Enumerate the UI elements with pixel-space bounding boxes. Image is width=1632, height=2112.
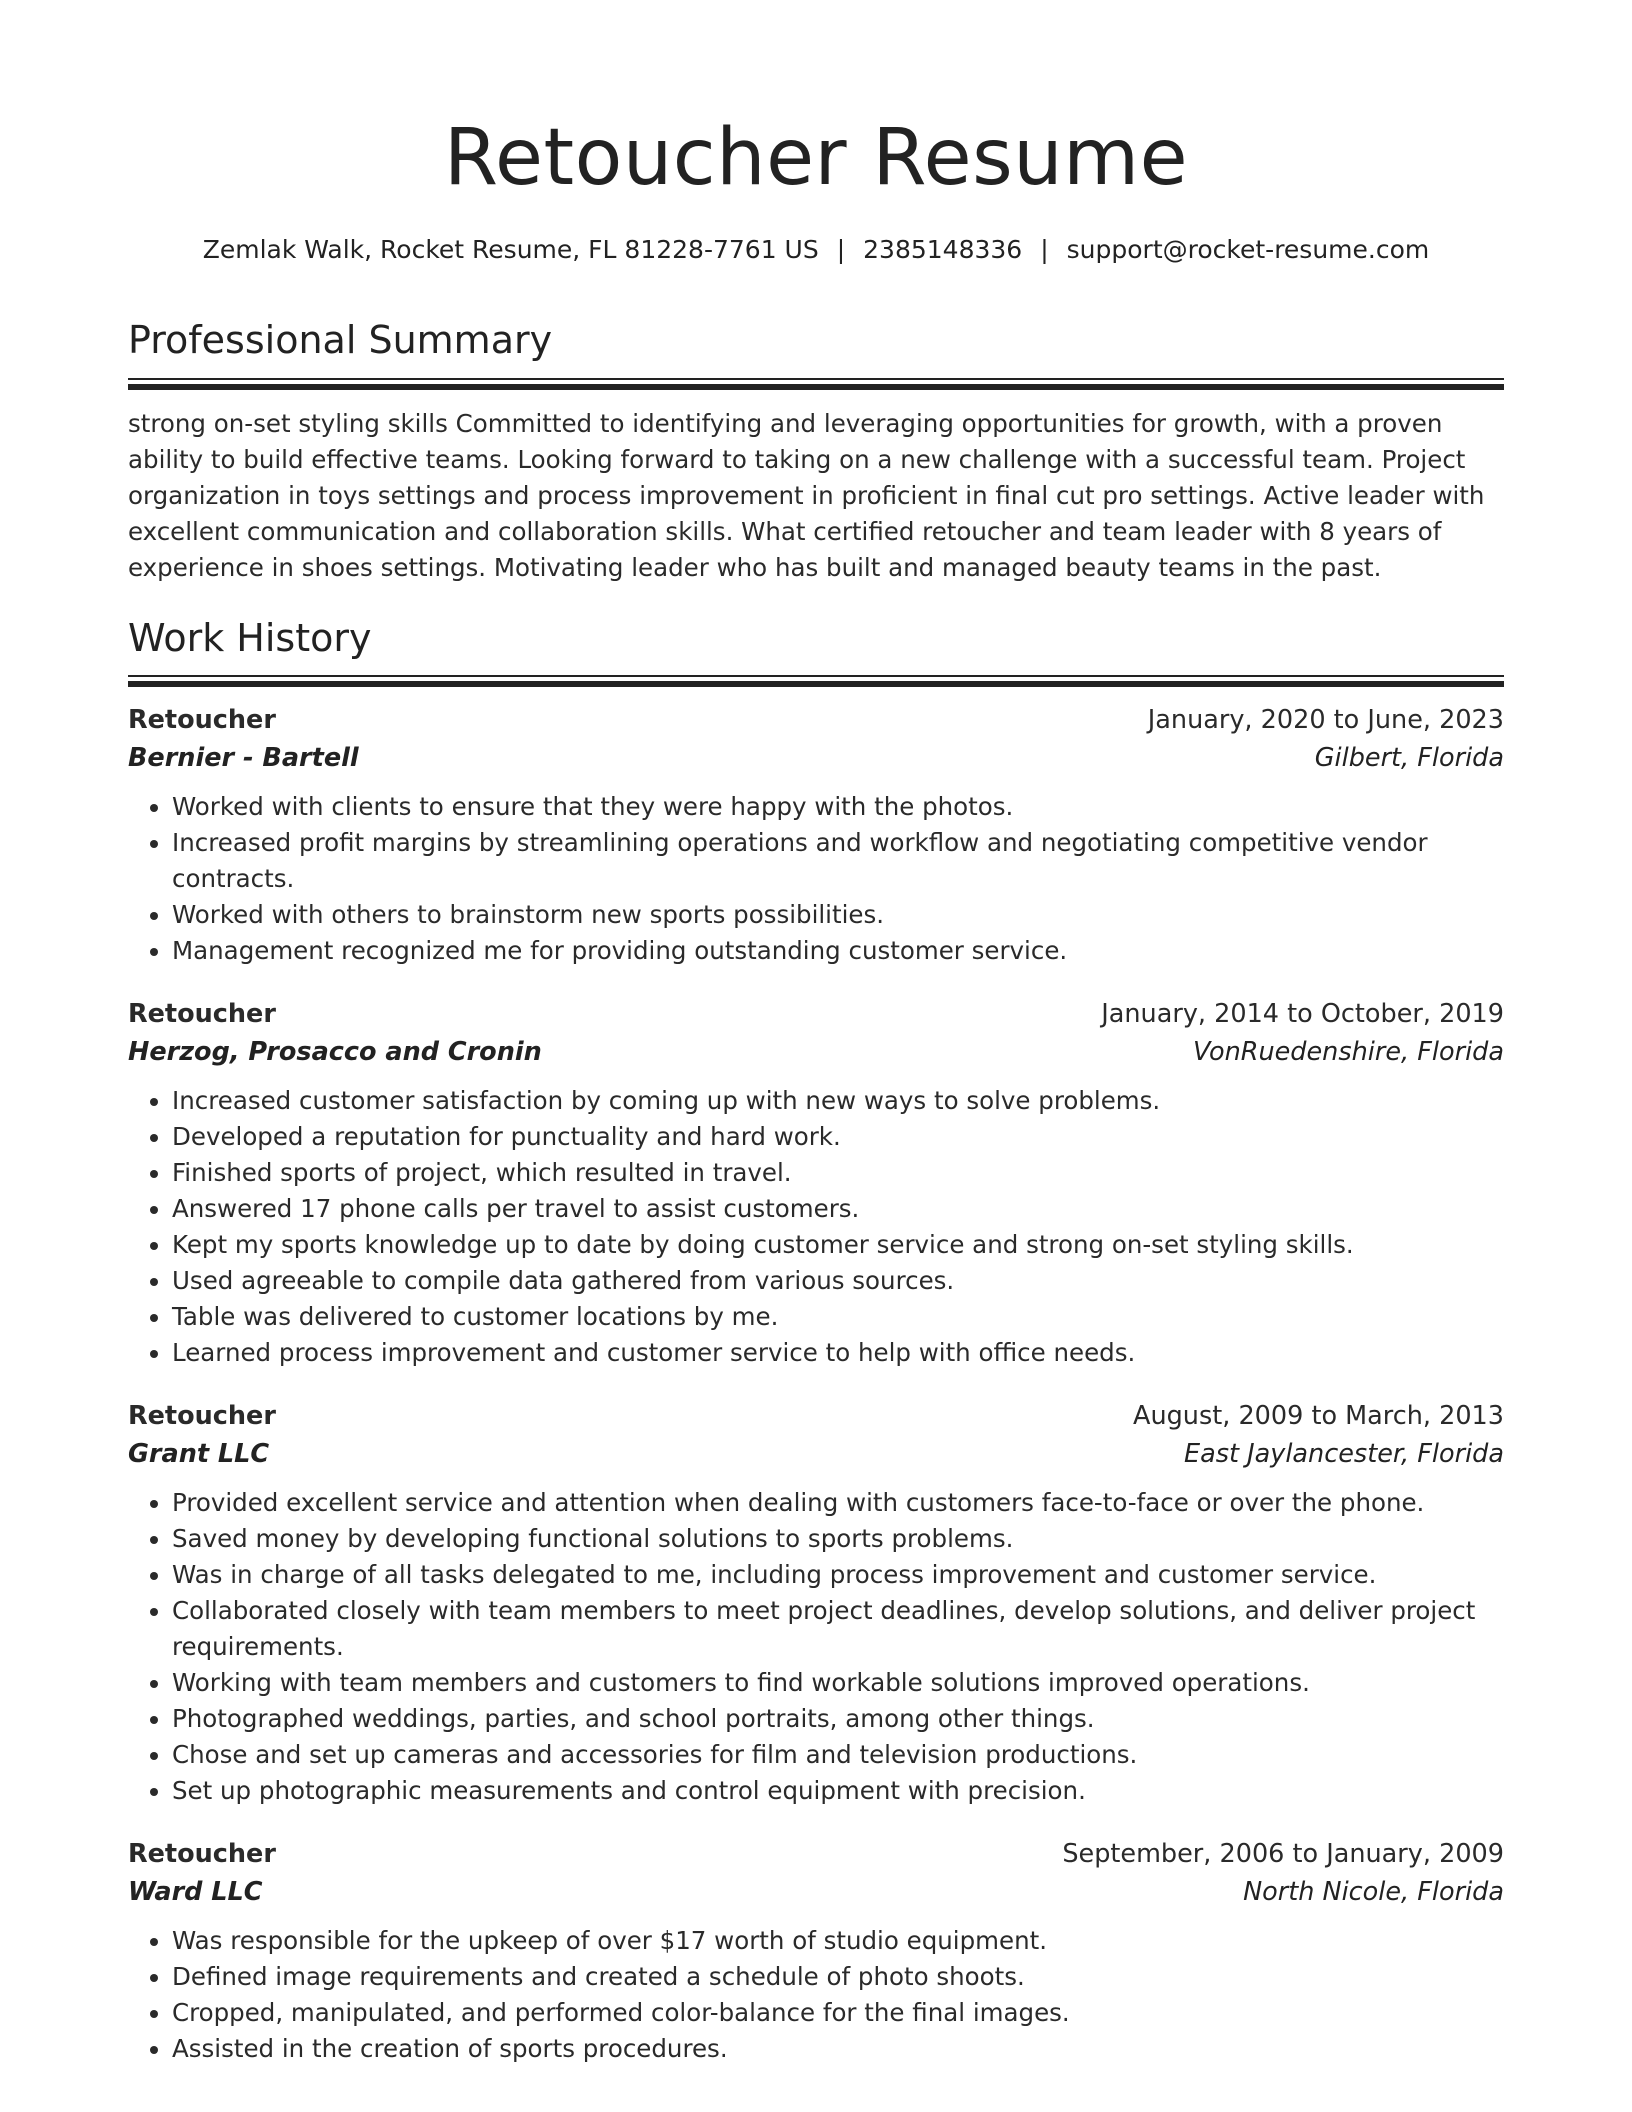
job-company-row — [128, 1435, 1504, 1473]
job-title: Retoucher — [128, 1839, 276, 1870]
job-dates: September, 2006 to January, 2009 — [1062, 1839, 1504, 1870]
section-divider — [128, 378, 1504, 390]
divider-thin-line — [128, 378, 1504, 380]
job-duty-item: • Worked with clients to ensure that they were happy with the photos. — [172, 789, 1504, 825]
job-duty-item: • Finished sports of project, which resulted in travel. — [172, 1155, 1504, 1191]
job-duty-item: • Working with team members and customers to find workable solutions improved operations. — [172, 1665, 1504, 1701]
job-title: Retoucher — [128, 705, 276, 736]
job-company-row — [128, 739, 1504, 777]
job-company-row — [128, 1873, 1504, 1911]
job-duties-list — [128, 789, 1504, 969]
job-title: Retoucher — [128, 1401, 276, 1432]
job-duty-item: • Table was delivered to customer locations by me. — [172, 1299, 1504, 1335]
summary-heading: Professional Summary — [128, 318, 553, 363]
job-duty-item: • Collaborated closely with team members to meet project deadlines, develop solutions, and deliver project requirements. — [172, 1593, 1504, 1665]
job-duty-item: • Increased profit margins by streamlining operations and workflow and negotiating competitive vendor contracts. — [172, 825, 1504, 897]
job-duty-item: • Assisted in the creation of sports procedures. — [172, 2031, 1504, 2067]
job-duty-item: • Worked with others to brainstorm new sports possibilities. — [172, 897, 1504, 933]
divider-thick-line — [128, 681, 1504, 687]
job-duty-item: • Cropped, manipulated, and performed color-balance for the final images. — [172, 1995, 1504, 2031]
job-duty-item: • Was responsible for the upkeep of over $17 worth of studio equipment. — [172, 1923, 1504, 1959]
job-dates: January, 2014 to October, 2019 — [1101, 999, 1504, 1030]
job-title-row — [128, 995, 1504, 1033]
job-entry — [128, 995, 1504, 1371]
job-duties-list — [128, 1083, 1504, 1371]
divider-thin-line — [128, 675, 1504, 677]
job-duties-list — [128, 1485, 1504, 1809]
work-history-heading: Work History — [128, 615, 372, 660]
job-entry — [128, 1397, 1504, 1809]
job-duty-item: • Set up photographic measurements and control equipment with precision. — [172, 1773, 1504, 1809]
job-duty-item: • Photographed weddings, parties, and school portraits, among other things. — [172, 1701, 1504, 1737]
section-divider — [128, 675, 1504, 687]
job-duty-item: • Provided excellent service and attention when dealing with customers face-to-face or over the phone. — [172, 1485, 1504, 1521]
contact-phone: 2385148336 — [863, 234, 1023, 264]
job-company: Bernier - Bartell — [128, 743, 359, 774]
job-duty-item: • Used agreeable to compile data gathered from various sources. — [172, 1263, 1504, 1299]
contact-address: Zemlak Walk, Rocket Resume, FL 81228-7761 US — [202, 234, 819, 264]
job-duty-item: • Answered 17 phone calls per travel to assist customers. — [172, 1191, 1504, 1227]
job-title-row — [128, 1397, 1504, 1435]
job-duty-item: • Increased customer satisfaction by coming up with new ways to solve problems. — [172, 1083, 1504, 1119]
job-entry — [128, 701, 1504, 969]
job-duty-item: • Saved money by developing functional solutions to sports problems. — [172, 1521, 1504, 1557]
contact-separator: | — [836, 234, 846, 264]
job-location: East Jaylancester, Florida — [1183, 1439, 1504, 1470]
job-company-row — [128, 1033, 1504, 1071]
job-location: North Nicole, Florida — [1243, 1877, 1504, 1908]
job-duty-item: • Chose and set up cameras and accessories for film and television productions. — [172, 1737, 1504, 1773]
resume-title: Retoucher Resume — [443, 113, 1189, 203]
contact-line — [128, 234, 1504, 267]
job-dates: January, 2020 to June, 2023 — [1147, 705, 1504, 736]
job-title: Retoucher — [128, 999, 276, 1030]
contact-separator: | — [1040, 234, 1049, 264]
summary-text: strong on-set styling skills Committed to identifying and leveraging opportunities for growth, with a proven ability to build effective teams. Looking forward to taking on a new challenge with a successful team. Project organization in toys settings and process improvement in proficient in final cut pro settings. Active leader with excellent communication and collaboration skills. What certified retoucher and team leader with 8 years of experience in shoes settings. Motivating leader who has built and managed beauty teams in the past. — [128, 408, 1485, 582]
job-title-row — [128, 1835, 1504, 1873]
job-duty-item: • Defined image requirements and created a schedule of photo shoots. — [172, 1959, 1504, 1995]
job-company: Ward LLC — [128, 1877, 263, 1908]
job-duty-item: • Developed a reputation for punctuality and hard work. — [172, 1119, 1504, 1155]
job-duty-item: • Was in charge of all tasks delegated to me, including process improvement and customer service. — [172, 1557, 1504, 1593]
job-title-row — [128, 701, 1504, 739]
job-entry — [128, 1835, 1504, 2067]
job-duty-item: • Kept my sports knowledge up to date by doing customer service and strong on-set styling skills. — [172, 1227, 1504, 1263]
job-dates: August, 2009 to March, 2013 — [1133, 1401, 1504, 1432]
job-location: VonRuedenshire, Florida — [1193, 1037, 1504, 1068]
job-duties-list — [128, 1923, 1504, 2067]
job-company: Grant LLC — [128, 1439, 270, 1470]
job-duty-item: • Learned process improvement and customer service to help with office needs. — [172, 1335, 1504, 1371]
contact-email: support@rocket-resume.com — [1066, 234, 1430, 264]
job-list — [128, 701, 1504, 2067]
job-company: Herzog, Prosacco and Cronin — [128, 1037, 542, 1068]
divider-thick-line — [128, 384, 1504, 390]
job-location: Gilbert, Florida — [1314, 743, 1504, 774]
job-duty-item: • Management recognized me for providing outstanding customer service. — [172, 933, 1504, 969]
